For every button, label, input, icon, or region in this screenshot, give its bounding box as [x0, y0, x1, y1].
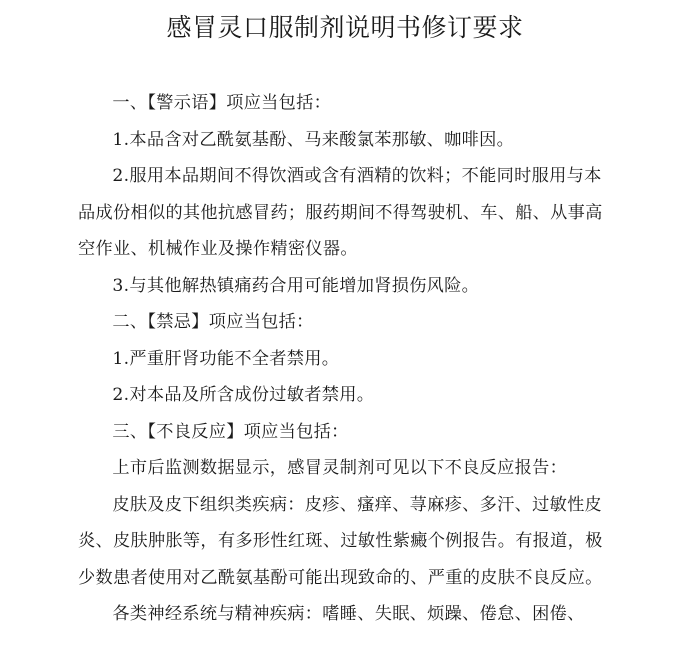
contraindication-item-2: 2.对本品及所含成份过敏者禁用。 — [112, 385, 375, 405]
contraindication-item-1: 1.严重肝肾功能不全者禁用。 — [112, 348, 340, 369]
warning-item-3: 3.与其他解热镇痛药合用可能增加肾损伤风险。 — [112, 275, 480, 296]
section-heading-adverse-reactions: 三、【不良反应】项应当包括： — [112, 421, 349, 442]
warning-item-1: 1.本品含对乙酰氨基酚、马来酸氯苯那敏、咖啡因。 — [112, 129, 515, 150]
adverse-skin-paragraph: 皮肤及皮下组织类疾病：皮疹、瘙痒、荨麻疹、多汗、过敏性皮炎、皮肤肿胀等，有多形性红斑、过敏性紫癜个例报告。有报道，极少数患者使用对乙酰氨基酚可能出现致命的、严重的皮肤不良反应。 — [78, 494, 603, 588]
document-title: 感冒灵口服制剂说明书修订要求 — [166, 13, 524, 42]
section-heading-warning: 一、【警示语】项应当包括： — [112, 93, 332, 113]
document-body — [78, 85, 618, 633]
warning-item-2: 2.服用本品期间不得饮酒或含有酒精的饮料；不能同时服用与本品成份相似的其他抗感冒药；服药期间不得驾驶机、车、船、从事高空作业、机械作业及操作精密仪器。 — [78, 166, 603, 259]
adverse-intro-paragraph: 上市后监测数据显示，感冒灵制剂可见以下不良反应报告： — [112, 458, 568, 478]
section-heading-contraindications: 二、【禁忌】项应当包括： — [112, 312, 314, 332]
adverse-nervous-paragraph: 各类神经系统与精神疾病：嗜睡、失眠、烦躁、倦怠、困倦、 — [112, 604, 585, 624]
